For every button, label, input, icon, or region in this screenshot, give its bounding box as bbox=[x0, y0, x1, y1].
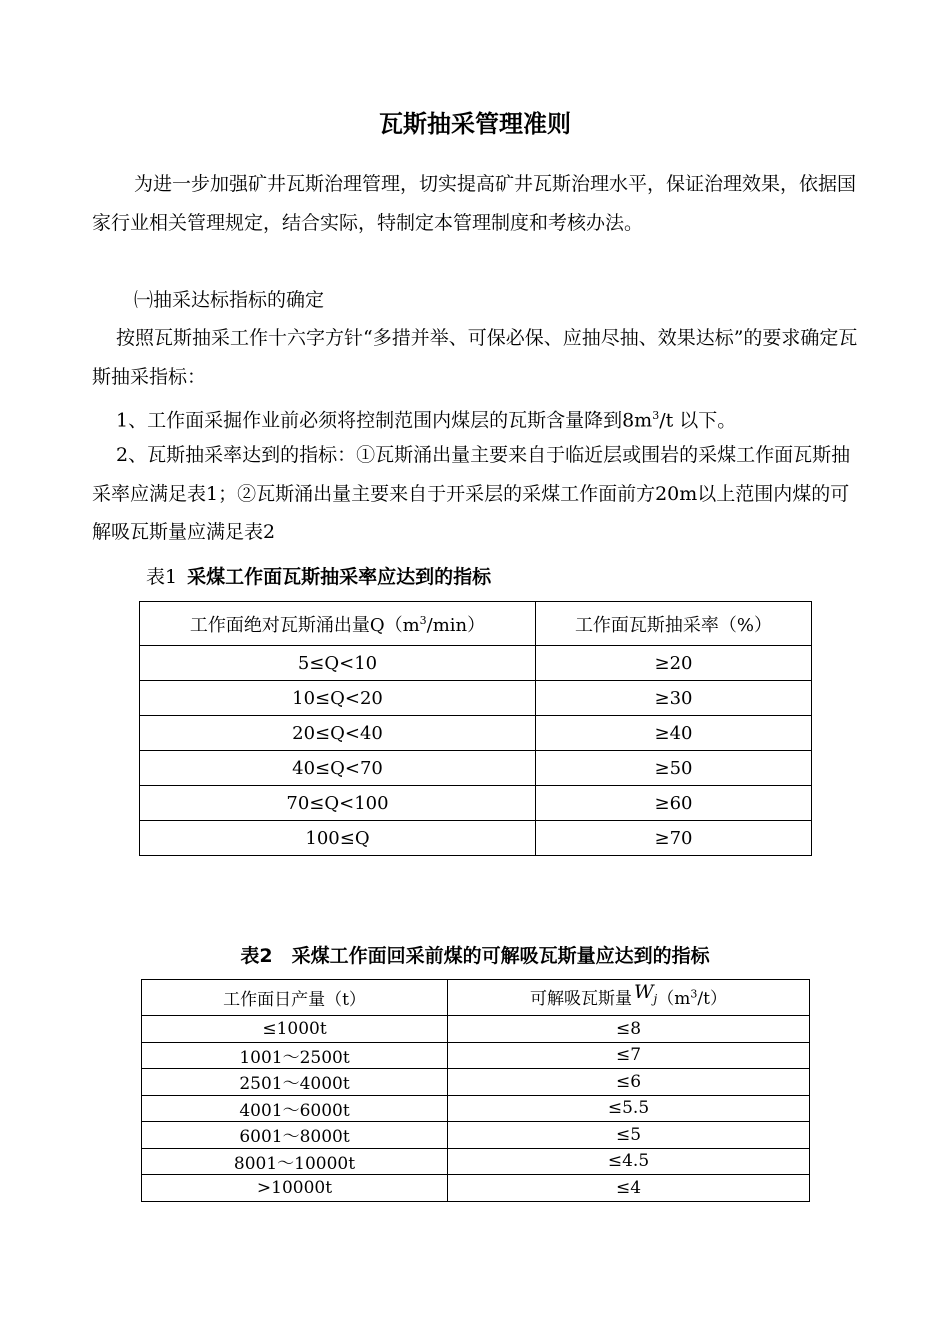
desorbable-cell: ≤6 bbox=[448, 1069, 810, 1096]
table1-header-emission-text: 工作面绝对瓦斯涌出量Q（m bbox=[189, 614, 420, 636]
table-row bbox=[142, 1042, 810, 1069]
table-row bbox=[142, 1122, 810, 1149]
output-cell: 6001～8000t bbox=[142, 1122, 448, 1149]
wj-symbol bbox=[634, 980, 658, 1006]
desorbable-cell: ≤8 bbox=[448, 1016, 810, 1043]
table2-header-row bbox=[142, 980, 810, 1016]
desorbable-cell: ≤4 bbox=[448, 1175, 810, 1202]
table2-header-desorbable-text: 可解吸瓦斯量 bbox=[530, 988, 633, 1009]
emission-range-cell: 20≤Q<40 bbox=[140, 716, 536, 751]
table-row bbox=[142, 1095, 810, 1122]
desorbable-cell: ≤5.5 bbox=[448, 1095, 810, 1122]
table-row bbox=[142, 1069, 810, 1096]
table2-header-unit-sup: 3 bbox=[690, 986, 698, 1000]
rate-cell: ≥30 bbox=[536, 681, 812, 716]
table2-header-unit-suffix: /t） bbox=[697, 988, 727, 1009]
desorbable-cell: ≤5 bbox=[448, 1122, 810, 1149]
output-cell: ≤1000t bbox=[142, 1016, 448, 1043]
table-row bbox=[140, 681, 812, 716]
emission-range-cell: 70≤Q<100 bbox=[140, 786, 536, 821]
emission-range-cell: 40≤Q<70 bbox=[140, 751, 536, 786]
table-row bbox=[142, 1016, 810, 1043]
table-row bbox=[142, 1175, 810, 1202]
rate-cell: ≥40 bbox=[536, 716, 812, 751]
item-1-paragraph bbox=[92, 397, 860, 440]
item-1-text: 1、工作面采掘作业前必须将控制范围内煤层的瓦斯含量降到8m bbox=[116, 409, 653, 432]
output-cell: 4001～6000t bbox=[142, 1095, 448, 1122]
output-cell: 1001～2500t bbox=[142, 1042, 448, 1069]
emission-range-cell: 100≤Q bbox=[140, 821, 536, 856]
table1-caption bbox=[146, 562, 491, 589]
document-title: 瓦斯抽采管理准则 bbox=[379, 110, 571, 138]
item-1-suffix: /t 以下。 bbox=[659, 409, 737, 432]
table-row bbox=[140, 646, 812, 681]
table1 bbox=[139, 601, 812, 856]
output-cell: 8001～10000t bbox=[142, 1148, 448, 1175]
rate-cell: ≥70 bbox=[536, 821, 812, 856]
emission-range-cell: 5≤Q<10 bbox=[140, 646, 536, 681]
rate-cell: ≥60 bbox=[536, 786, 812, 821]
table-row bbox=[140, 751, 812, 786]
table2-header-unit-prefix: （m bbox=[657, 988, 691, 1009]
item-1-superscript: 3 bbox=[652, 409, 660, 422]
table1-header-row bbox=[140, 602, 812, 646]
wj-letter: W bbox=[634, 980, 654, 1003]
table2 bbox=[141, 979, 810, 1202]
emission-range-cell: 10≤Q<20 bbox=[140, 681, 536, 716]
intro-paragraph: 为进一步加强矿井瓦斯治理管理，切实提高矿井瓦斯治理水平，保证治理效果，依据国家行业相关管理规定，结合实际，特制定本管理制度和考核办法。 bbox=[92, 173, 857, 234]
section-heading: ㈠抽采达标指标的确定 bbox=[134, 289, 325, 311]
output-cell: 2501～4000t bbox=[142, 1069, 448, 1096]
table1-caption-number: 表1 bbox=[146, 566, 178, 588]
table1-header-rate: 工作面瓦斯抽采率（%） bbox=[536, 602, 812, 646]
table-row bbox=[142, 1148, 810, 1175]
output-cell: >10000t bbox=[142, 1175, 448, 1202]
table2-header-desorbable bbox=[448, 980, 810, 1016]
table-row bbox=[140, 786, 812, 821]
rate-cell: ≥50 bbox=[536, 751, 812, 786]
table2-header-output: 工作面日产量（t） bbox=[142, 980, 448, 1016]
table1-header-emission bbox=[140, 602, 536, 646]
rate-cell: ≥20 bbox=[536, 646, 812, 681]
table2-caption: 表2 采煤工作面回采前煤的可解吸瓦斯量应达到的指标 bbox=[240, 945, 710, 967]
table1-header-emission-unit: /min） bbox=[426, 614, 486, 636]
item-2-paragraph: 2、瓦斯抽采率达到的指标：①瓦斯涌出量主要来自于临近层或围岩的采煤工作面瓦斯抽采率应满足表1；②瓦斯涌出量主要来自于开采层的采煤工作面前方20m以上范围内煤的可解吸瓦斯量应满足表2 bbox=[92, 444, 851, 543]
table1-caption-text: 采煤工作面瓦斯抽采率应达到的指标 bbox=[187, 566, 492, 588]
rule-paragraph: 按照瓦斯抽采工作十六字方针“多措并举、可保必保、应抽尽抽、效果达标”的要求确定瓦斯抽采指标： bbox=[92, 327, 858, 388]
table-row bbox=[140, 716, 812, 751]
table-row bbox=[140, 821, 812, 856]
desorbable-cell: ≤4.5 bbox=[448, 1148, 810, 1175]
wj-subscript: j bbox=[653, 991, 658, 1006]
desorbable-cell: ≤7 bbox=[448, 1042, 810, 1069]
table1-header-emission-sup: 3 bbox=[419, 613, 427, 627]
